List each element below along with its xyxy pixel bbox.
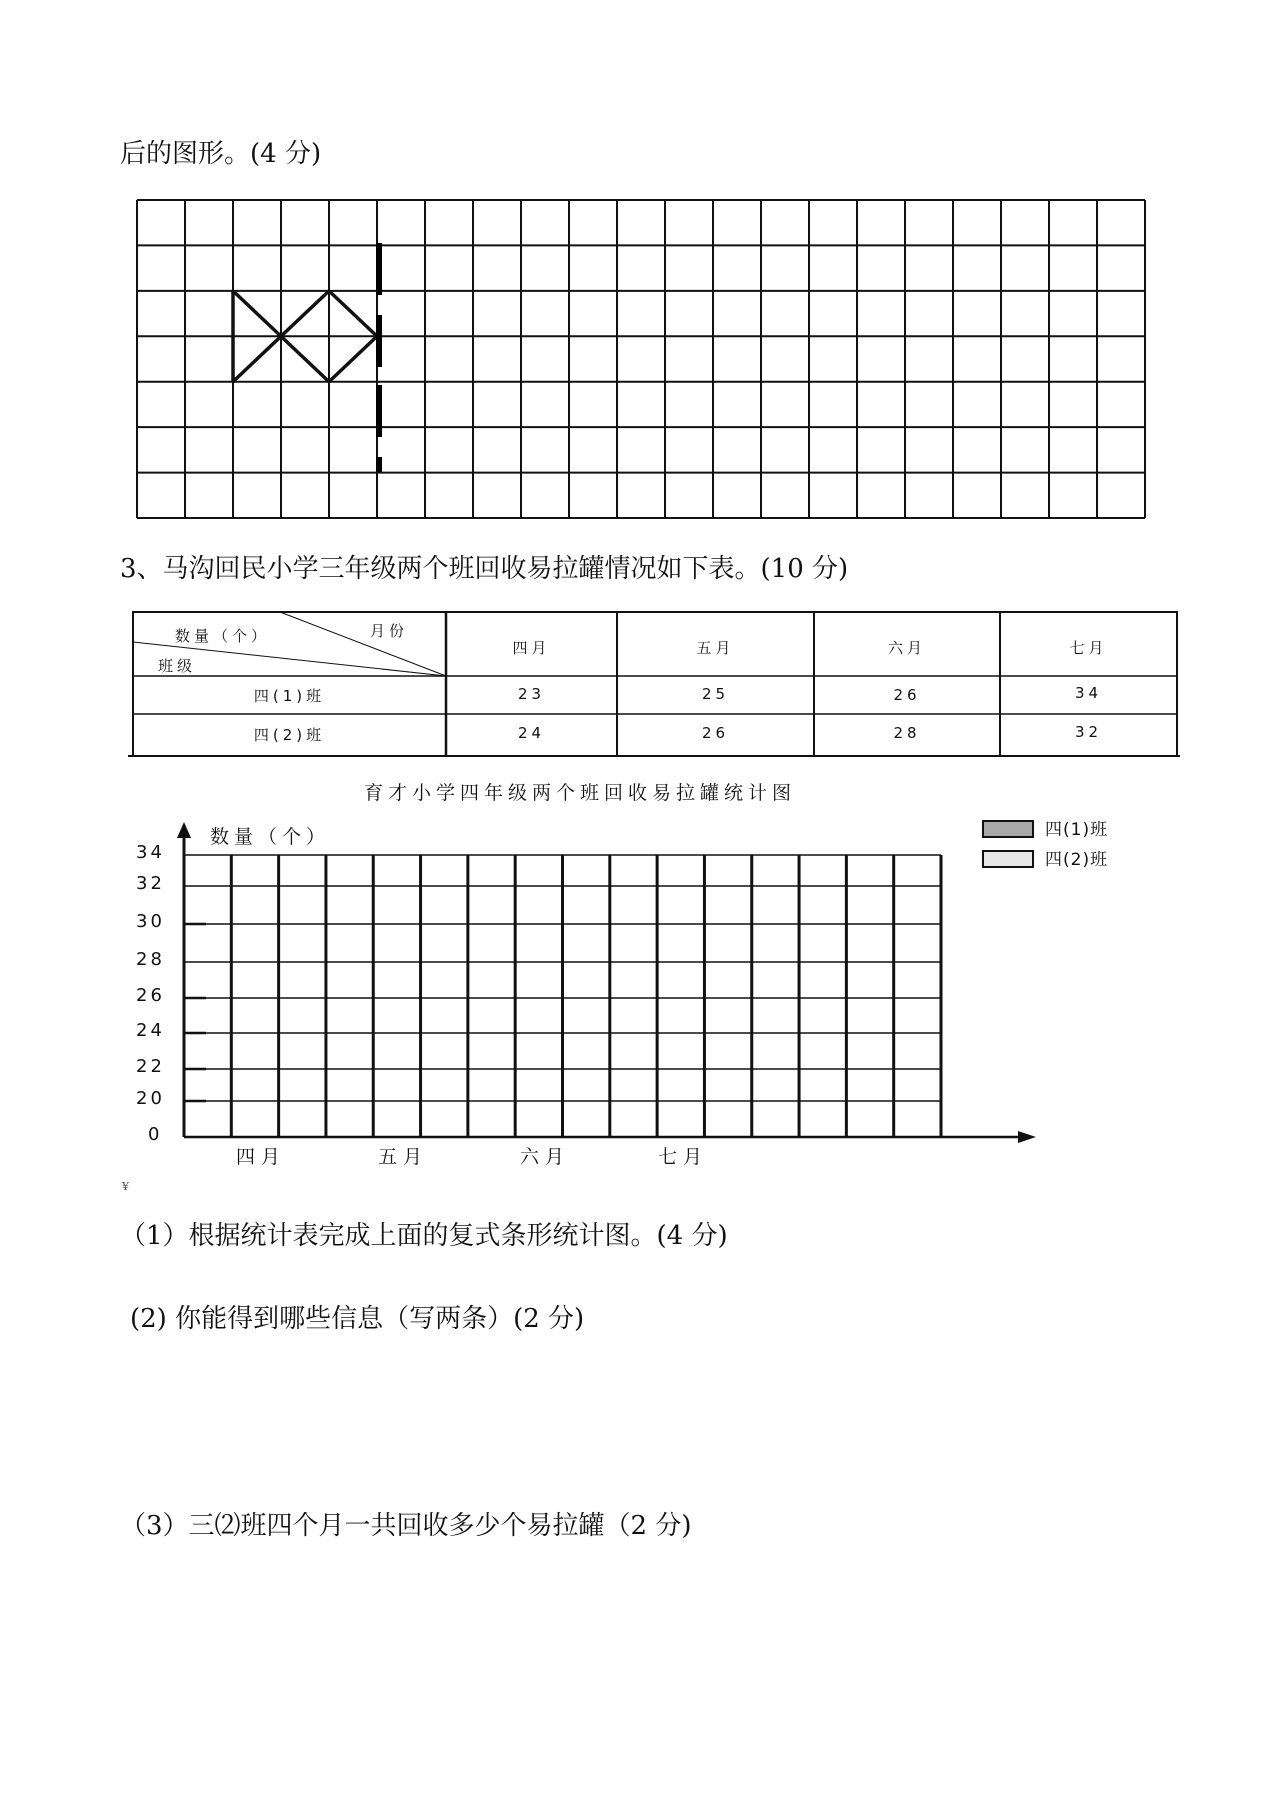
y-tick-label: 0: [148, 1124, 163, 1145]
sub-question-1: （1）根据统计表完成上面的复式条形统计图。(4 分): [120, 1221, 728, 1251]
chart-title: 育才小学四年级两个班回收易拉罐统计图: [363, 782, 796, 804]
table-corner-month: 月份: [370, 622, 409, 640]
legend-swatch-class2: [982, 850, 1034, 868]
previous-question-tail: 后的图形。(4 分): [120, 139, 322, 169]
table-cell: 24: [517, 724, 546, 742]
stray-mark: ¥: [122, 1180, 129, 1193]
x-label-april: 四月: [236, 1146, 287, 1168]
table-row-label-class2: 四(2)班: [253, 726, 326, 744]
table-corner-class: 班级: [158, 657, 197, 675]
sub-question-3: （3）三⑵班四个月一共回收多少个易拉罐（2 分): [120, 1511, 692, 1541]
question-3-title: 3、马沟回民小学三年级两个班回收易拉罐情况如下表。(10 分): [120, 554, 849, 584]
y-tick-label: 22: [136, 1056, 165, 1077]
y-tick-label: 26: [136, 985, 165, 1006]
table-cell: 32: [1074, 723, 1103, 741]
table-header-april: 四月: [512, 639, 551, 657]
x-label-may: 五月: [378, 1146, 429, 1168]
table-cell: 26: [893, 686, 921, 704]
y-tick-label: 34: [136, 842, 165, 863]
table-row-label-class1: 四(1)班: [253, 687, 326, 705]
y-axis-label: 数量（个）: [210, 826, 331, 848]
table-header-june: 六月: [887, 639, 926, 657]
table-header-july: 七月: [1069, 639, 1108, 657]
table-corner-quantity: 数量（个）: [175, 627, 271, 645]
table-header-may: 五月: [696, 639, 735, 657]
legend-swatch-class1: [982, 820, 1034, 838]
table-cell: 34: [1074, 684, 1103, 702]
table-cell: 25: [701, 685, 730, 703]
y-tick-label: 30: [136, 911, 165, 932]
table-cell: 23: [517, 685, 546, 703]
y-tick-label: 32: [136, 873, 165, 894]
table-cell: 28: [893, 724, 921, 742]
x-label-june: 六月: [520, 1146, 571, 1168]
y-tick-label: 20: [136, 1088, 165, 1109]
table-cell: 26: [701, 724, 730, 742]
y-tick-label: 28: [136, 949, 165, 970]
x-label-july: 七月: [658, 1146, 709, 1168]
sub-question-2: (2) 你能得到哪些信息（写两条）(2 分): [130, 1304, 585, 1334]
legend-label-class2: 四(2)班: [1045, 850, 1109, 870]
legend-label-class1: 四(1)班: [1045, 820, 1109, 840]
y-tick-label: 24: [136, 1020, 165, 1041]
